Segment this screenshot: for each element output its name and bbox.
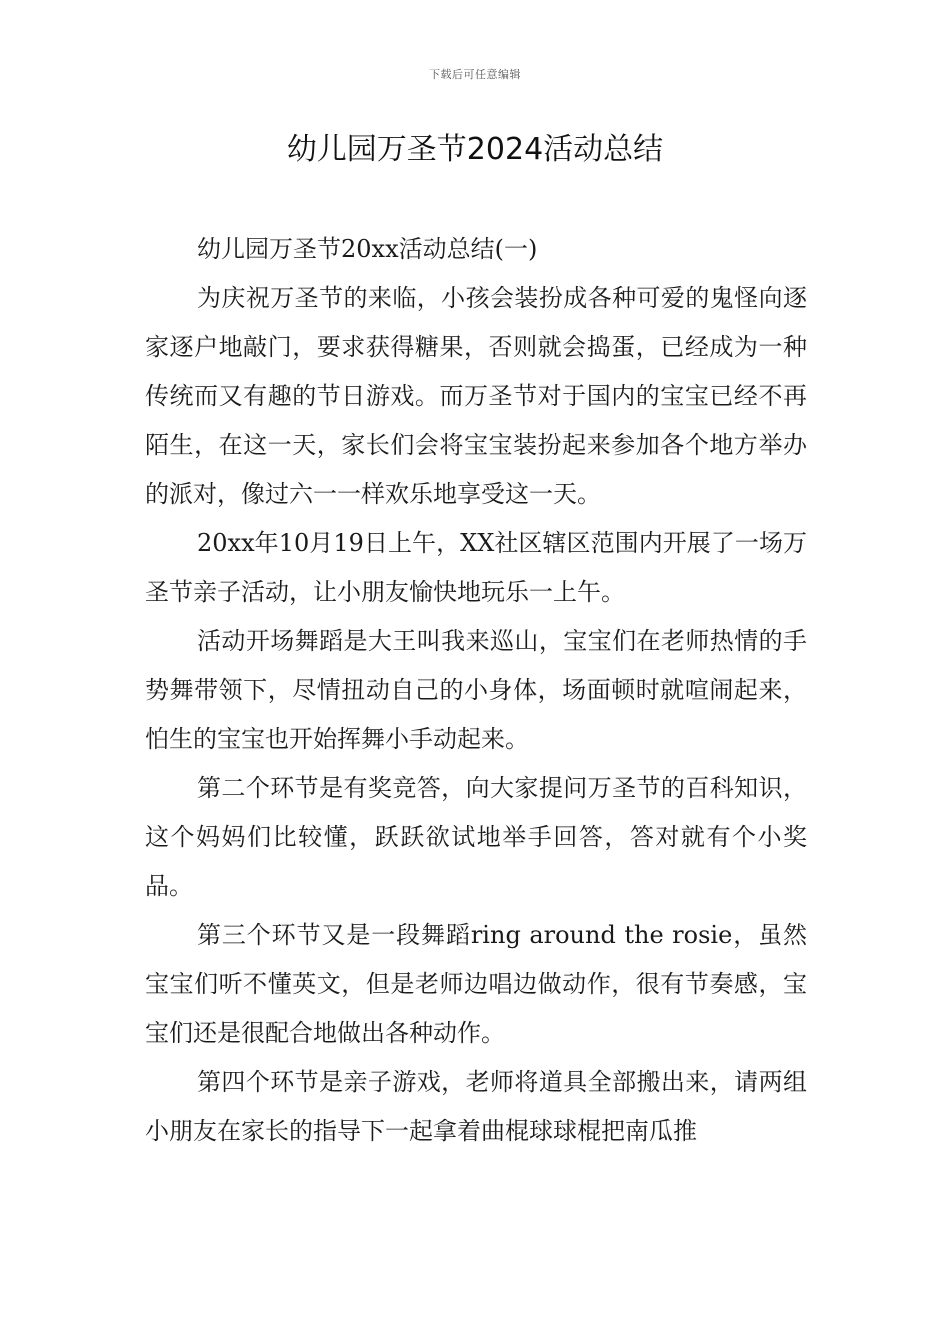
paragraph: 为庆祝万圣节的来临，小孩会装扮成各种可爱的鬼怪向逐家逐户地敲门，要求获得糖果，否则就会捣蛋，已经成为一种传统而又有趣的节日游戏。而万圣节对于国内的宝宝已经不再陌生，在这一天，家长们会将宝宝装扮起来参加各个地方举办的派对，像过六一一样欢乐地享受这一天。 [145, 284, 807, 508]
paragraph: 活动开场舞蹈是大王叫我来巡山，宝宝们在老师热情的手势舞带领下，尽情扭动自己的小身体，场面顿时就喧闹起来，怕生的宝宝也开始挥舞小手动起来。 [145, 627, 807, 753]
paragraph: 第二个环节是有奖竞答，向大家提问万圣节的百科知识，这个妈妈们比较懂，跃跃欲试地举手回答，答对就有个小奖品。 [145, 774, 807, 900]
paragraph: 第三个环节又是一段舞蹈ring around the rosie，虽然宝宝们听不懂英文，但是老师边唱边做动作，很有节奏感，宝宝们还是很配合地做出各种动作。 [145, 921, 807, 1047]
paragraph: 第四个环节是亲子游戏，老师将道具全部搬出来，请两组小朋友在家长的指导下一起拿着曲棍球球棍把南瓜推 [145, 1068, 807, 1145]
paragraph: 20xx年10月19日上午，XX社区辖区范围内开展了一场万圣节亲子活动，让小朋友愉快地玩乐一上午。 [145, 529, 807, 606]
header-note: 下载后可任意编辑 [429, 68, 521, 81]
document-body [145, 225, 807, 1156]
section-heading: 幼儿园万圣节20xx活动总结(一) [197, 235, 538, 263]
document-title: 幼儿园万圣节2024活动总结 [286, 132, 664, 167]
